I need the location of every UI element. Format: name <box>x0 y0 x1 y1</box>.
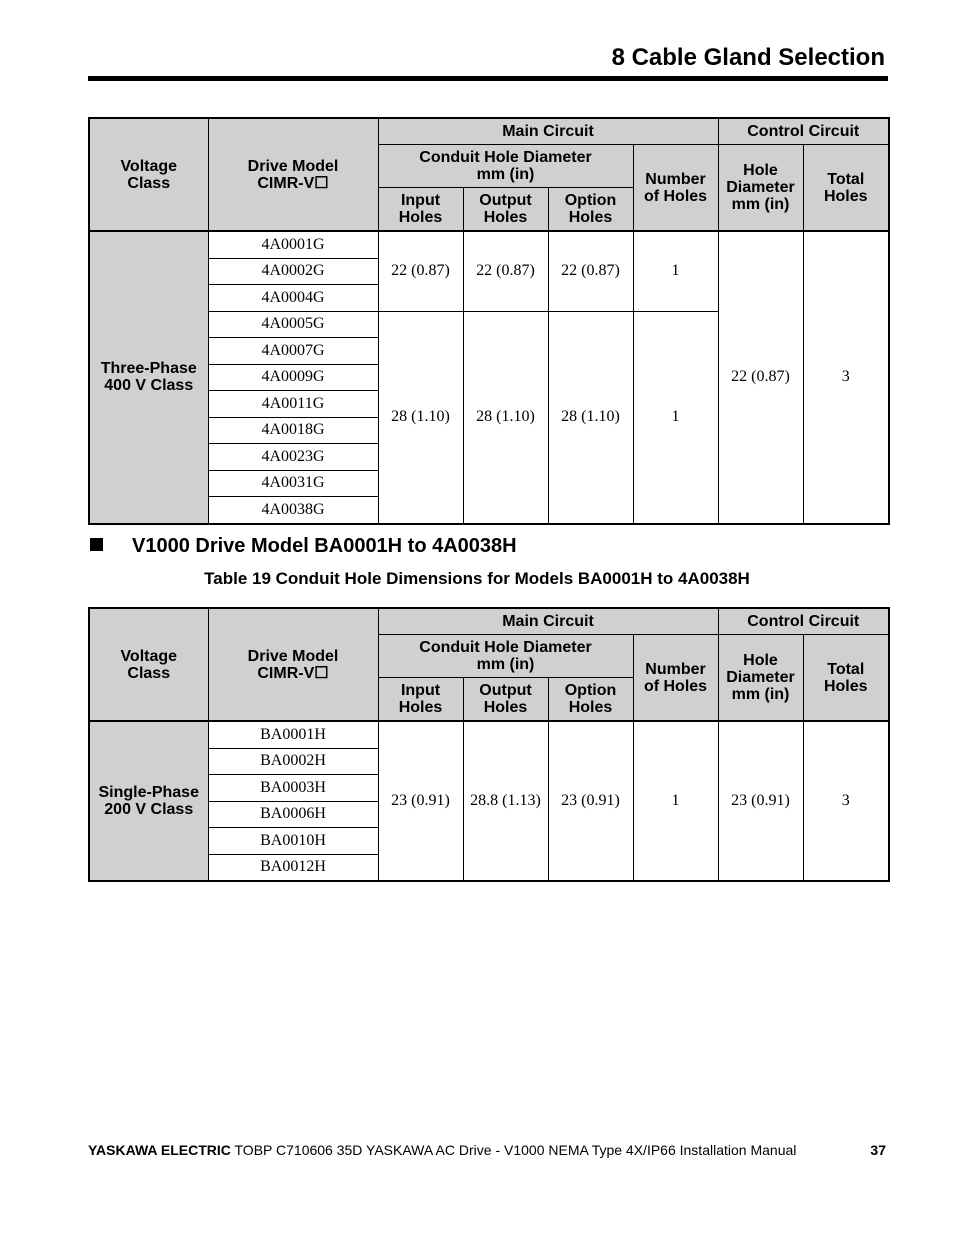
input-holes-header: Input Holes <box>378 678 463 722</box>
table-row <box>89 721 889 748</box>
drive-model-cell: BA0010H <box>208 828 378 855</box>
conduit-table-200v <box>88 607 890 882</box>
drive-model-cell: 4A0031G <box>208 470 378 497</box>
drive-model-cell: BA0002H <box>208 748 378 775</box>
total-holes-header: Total Holes <box>803 145 889 232</box>
drive-model-cell: BA0001H <box>208 721 378 748</box>
option-holes-cell: 28 (1.10) <box>548 311 633 524</box>
conduit-diameter-header: Conduit Hole Diameter mm (in) <box>378 635 633 678</box>
main-circuit-header: Main Circuit <box>378 608 718 635</box>
drive-model-cell: 4A0004G <box>208 285 378 312</box>
hole-diameter-header: Hole Diameter mm (in) <box>718 635 803 722</box>
drive-model-cell: 4A0011G <box>208 391 378 418</box>
option-holes-header: Option Holes <box>548 678 633 722</box>
main-circuit-header: Main Circuit <box>378 118 718 145</box>
total-holes-cell: 3 <box>803 721 889 881</box>
output-holes-cell: 28 (1.10) <box>463 311 548 524</box>
square-bullet-icon <box>90 538 103 551</box>
total-holes-header: Total Holes <box>803 635 889 722</box>
input-holes-cell: 28 (1.10) <box>378 311 463 524</box>
number-of-holes-cell: 1 <box>633 721 718 881</box>
number-of-holes-header: Number of Holes <box>633 635 718 722</box>
drive-model-header: Drive Model CIMR-V☐ <box>208 608 378 721</box>
voltage-class-cell: Single-Phase 200 V Class <box>89 721 208 881</box>
drive-model-cell: 4A0007G <box>208 338 378 365</box>
hole-diameter-cell: 23 (0.91) <box>718 721 803 881</box>
output-holes-cell: 28.8 (1.13) <box>463 721 548 881</box>
conduit-diameter-header: Conduit Hole Diameter mm (in) <box>378 145 633 188</box>
drive-model-cell: 4A0002G <box>208 258 378 285</box>
voltage-class-cell: Three-Phase 400 V Class <box>89 231 208 524</box>
voltage-class-header: Voltage Class <box>89 608 208 721</box>
hole-diameter-header: Hole Diameter mm (in) <box>718 145 803 232</box>
voltage-class-header: Voltage Class <box>89 118 208 231</box>
option-holes-cell: 23 (0.91) <box>548 721 633 881</box>
drive-model-cell: BA0012H <box>208 854 378 881</box>
drive-model-cell: 4A0001G <box>208 231 378 258</box>
control-circuit-header: Control Circuit <box>718 608 889 635</box>
table-row <box>89 231 889 258</box>
table-caption: Table 19 Conduit Hole Dimensions for Models BA0001H to 4A0038H <box>204 569 750 588</box>
footer-brand: YASKAWA ELECTRIC <box>88 1142 231 1158</box>
hole-diameter-cell: 22 (0.87) <box>718 231 803 524</box>
output-holes-header: Output Holes <box>463 188 548 232</box>
chapter-title: 8 Cable Gland Selection <box>611 44 885 71</box>
input-holes-cell: 23 (0.91) <box>378 721 463 881</box>
option-holes-cell: 22 (0.87) <box>548 231 633 311</box>
total-holes-cell: 3 <box>803 231 889 524</box>
footer-text: TOBP C710606 35D YASKAWA AC Drive - V1000 NEMA Type 4X/IP66 Installation Manual <box>230 1142 797 1158</box>
drive-model-cell: 4A0009G <box>208 364 378 391</box>
page-footer <box>88 1142 886 1158</box>
drive-model-cell: BA0006H <box>208 801 378 828</box>
drive-model-cell: 4A0018G <box>208 417 378 444</box>
page-number: 37 <box>870 1142 886 1158</box>
section-heading: V1000 Drive Model BA0001H to 4A0038H <box>88 535 517 558</box>
drive-model-cell: 4A0023G <box>208 444 378 471</box>
output-holes-cell: 22 (0.87) <box>463 231 548 311</box>
number-of-holes-cell: 1 <box>633 311 718 524</box>
drive-model-cell: BA0003H <box>208 775 378 802</box>
conduit-table-400v <box>88 117 890 525</box>
number-of-holes-header: Number of Holes <box>633 145 718 232</box>
option-holes-header: Option Holes <box>548 188 633 232</box>
input-holes-cell: 22 (0.87) <box>378 231 463 311</box>
drive-model-cell: 4A0038G <box>208 497 378 524</box>
chapter-rule <box>88 76 888 81</box>
input-holes-header: Input Holes <box>378 188 463 232</box>
control-circuit-header: Control Circuit <box>718 118 889 145</box>
number-of-holes-cell: 1 <box>633 231 718 311</box>
drive-model-header: Drive Model CIMR-V☐ <box>208 118 378 231</box>
drive-model-cell: 4A0005G <box>208 311 378 338</box>
output-holes-header: Output Holes <box>463 678 548 722</box>
